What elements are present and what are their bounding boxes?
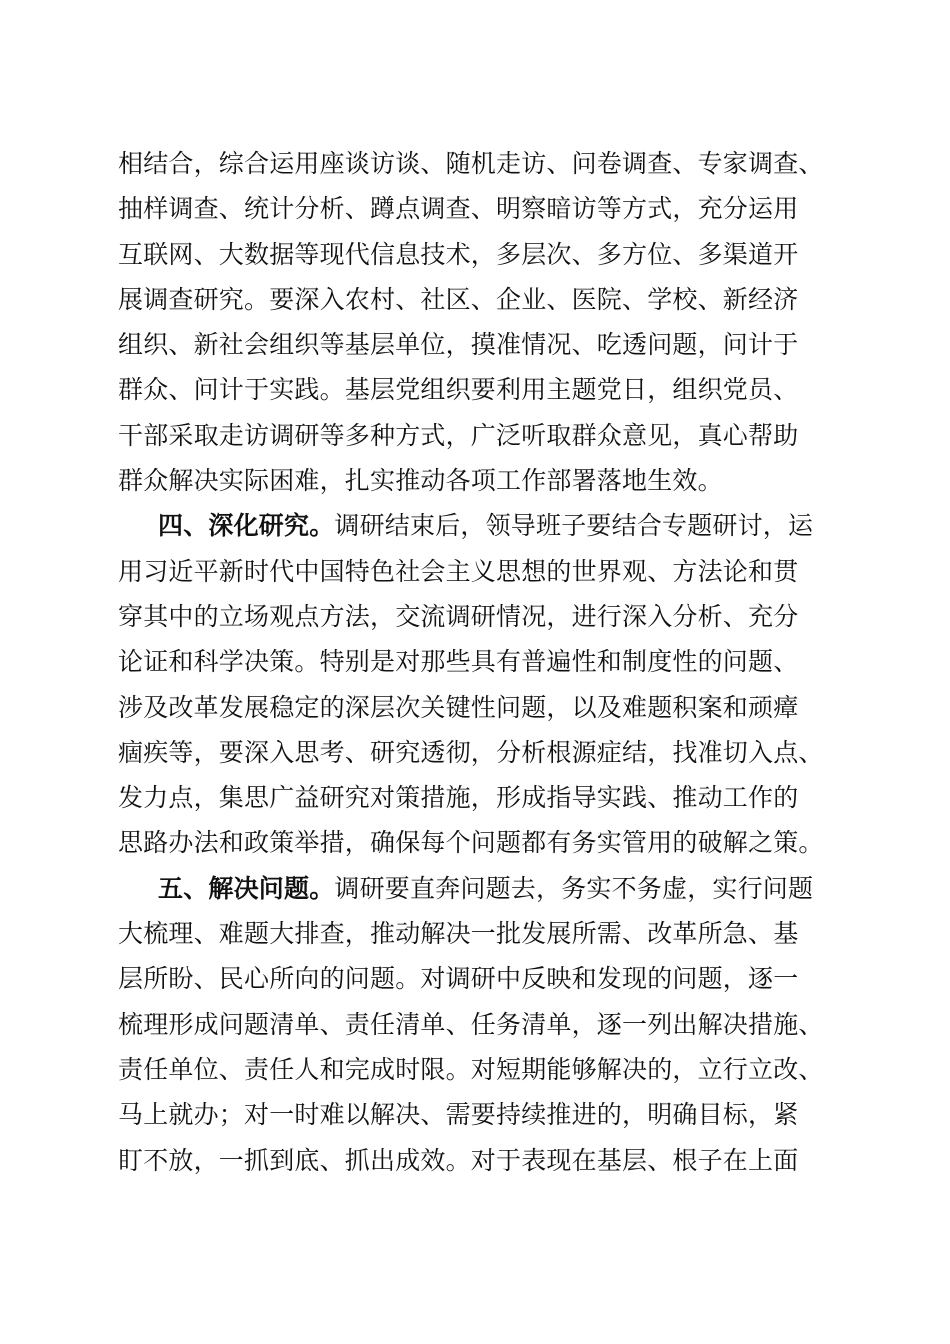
section-first-line <box>118 503 836 548</box>
text-line: 展调查研究。要深入农村、社区、企业、医院、学校、新经济 <box>118 284 799 314</box>
paragraph-continuation <box>118 141 836 503</box>
section-first-line-text: 调研结束后，领导班子要结合专题研讨，运 <box>334 511 814 541</box>
text-line: 群众、问计于实践。基层党组织要利用主题党日，组织党员、 <box>118 375 799 405</box>
section-heading: 四、深化研究。 <box>158 511 335 541</box>
text-line: 发力点，集思广益研究对策措施，形成指导实践、推动工作的 <box>118 783 799 813</box>
section-solve-problems <box>118 866 836 1183</box>
text-line: 干部采取走访调研等多种方式，广泛听取群众意见，真心帮助 <box>118 420 799 450</box>
text-line: 痼疾等，要深入思考、研究透彻，分析根源症结，找准切入点、 <box>118 737 824 767</box>
text-line: 责任单位、责任人和完成时限。对短期能够解决的，立行立改、 <box>118 1054 824 1084</box>
section-deepen-research <box>118 503 836 865</box>
text-line: 涉及改革发展稳定的深层次关键性问题，以及难题积案和顽瘴 <box>118 692 799 722</box>
text-line: 盯不放，一抓到底、抓出成效。对于表现在基层、根子在上面 <box>118 1145 799 1175</box>
text-line: 层所盼、民心所向的问题。对调研中反映和发现的问题，逐一 <box>118 964 799 994</box>
document-body <box>118 141 836 1183</box>
text-line: 用习近平新时代中国特色社会主义思想的世界观、方法论和贯 <box>118 556 799 586</box>
text-line: 思路办法和政策举措，确保每个问题都有务实管用的破解之策。 <box>118 828 824 858</box>
text-line: 梳理形成问题清单、责任清单、任务清单，逐一列出解决措施、 <box>118 1009 824 1039</box>
section-first-line <box>118 866 836 911</box>
text-line: 论证和科学决策。特别是对那些具有普遍性和制度性的问题、 <box>118 647 799 677</box>
section-heading: 五、解决问题。 <box>158 873 335 903</box>
text-line: 马上就办；对一时难以解决、需要持续推进的，明确目标，紧 <box>118 1100 799 1130</box>
text-line: 群众解决实际困难，扎实推动各项工作部署落地生效。 <box>118 466 723 496</box>
text-line: 组织、新社会组织等基层单位，摸准情况、吃透问题，问计于 <box>118 330 799 360</box>
text-line: 互联网、大数据等现代信息技术，多层次、多方位、多渠道开 <box>118 239 799 269</box>
text-line: 穿其中的立场观点方法，交流调研情况，进行深入分析、充分 <box>118 601 799 631</box>
text-line: 大梳理、难题大排查，推动解决一批发展所需、改革所急、基 <box>118 919 799 949</box>
text-line: 抽样调查、统计分析、蹲点调查、明察暗访等方式，充分运用 <box>118 194 799 224</box>
section-first-line-text: 调研要直奔问题去，务实不务虚，实行问题 <box>334 873 814 903</box>
text-line: 相结合，综合运用座谈访谈、随机走访、问卷调查、专家调查、 <box>118 149 824 178</box>
